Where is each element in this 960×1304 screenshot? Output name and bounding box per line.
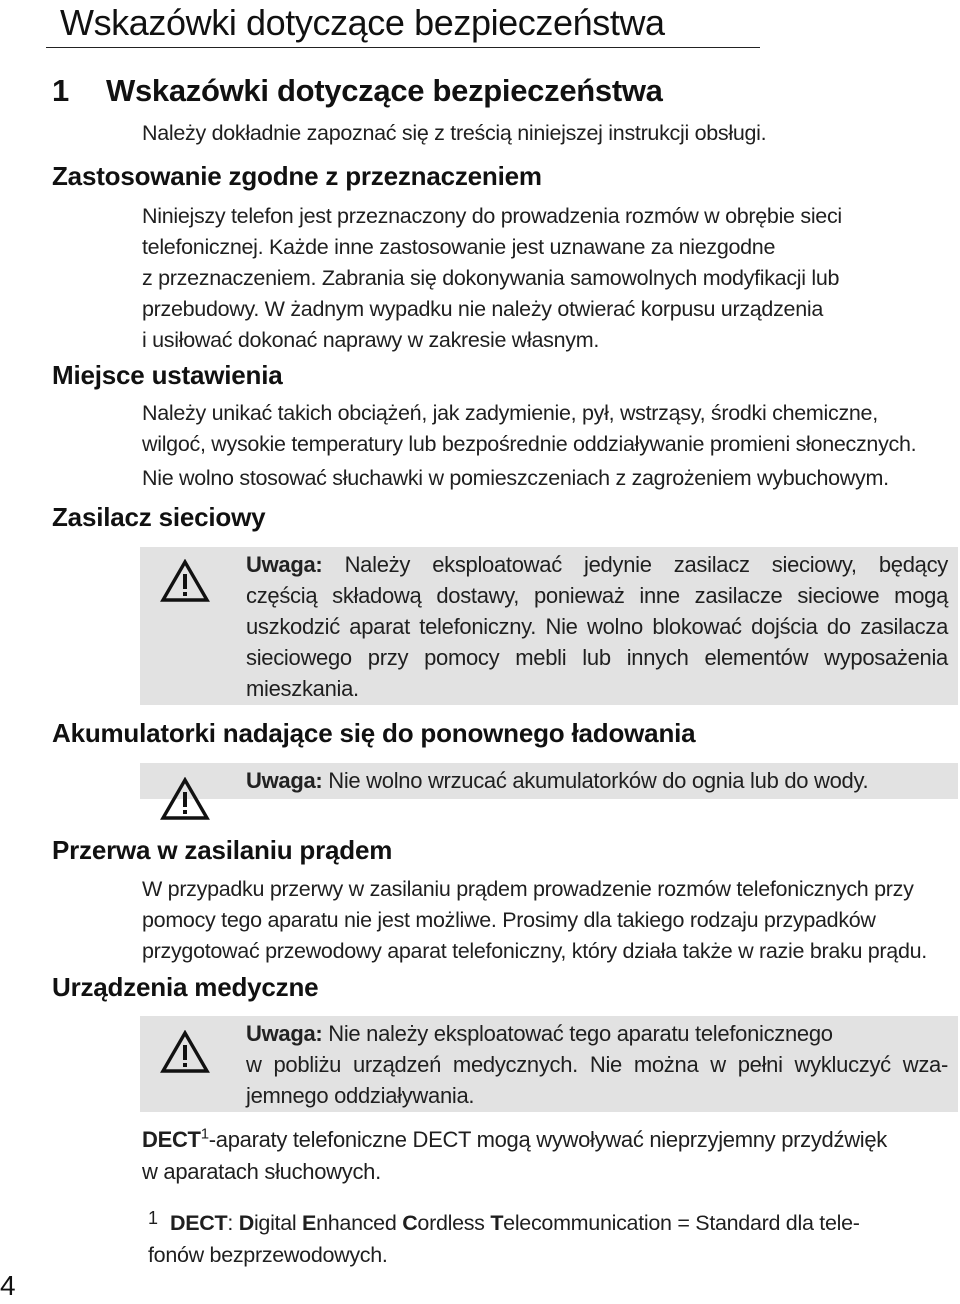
- footnote-term: DECT: [170, 1211, 228, 1235]
- notice-batteries-text: Uwaga: Nie wolno wrzucać akumulatorków do ognia lub do wody.: [246, 768, 869, 793]
- section-body-location: [142, 398, 957, 460]
- location-extra: Nie wolno stosować słuchawki w pomieszczeniach z zagrożeniem wybuchowym.: [142, 466, 889, 490]
- power-outage-line: pomocy tego aparatu nie jest możliwe. Prosimy dla takiego rodzaju przypadków: [142, 908, 876, 932]
- page-number: 4: [0, 1270, 16, 1301]
- chapter-title-text: Wskazówki dotyczące bezpieczeństwa: [106, 73, 663, 108]
- warning-triangle-icon: [160, 1030, 210, 1074]
- notice-label: Uwaga:: [246, 552, 323, 577]
- running-header-title: Wskazówki dotyczące bezpieczeństwa: [60, 2, 665, 43]
- chapter-title: [52, 73, 663, 109]
- section-title-power-supply: Zasilacz sieciowy: [52, 502, 266, 532]
- notice-line: uszkodzić aparat telefoniczny. Nie wolno blokować dojścia do zasilacza: [246, 614, 948, 639]
- notice-line: mieszkania.: [246, 676, 359, 701]
- usage-line: przebudowy. W żadnym wypadku nie należy otwierać korpusu urządzenia: [142, 297, 823, 321]
- footnote: [148, 1202, 928, 1271]
- dect-line: w aparatach słuchowych.: [142, 1159, 381, 1184]
- usage-line: Niniejszy telefon jest przeznaczony do prowadzenia rozmów w obrębie sieci: [142, 204, 842, 228]
- notice-line: sieciowego przy pomocy mebli lub innych elementów wyposażenia: [246, 645, 948, 670]
- location-line: Należy unikać takich obciążeń, jak zadymienie, pył, wstrząsy, środki chemiczne,: [142, 401, 878, 425]
- chapter-intro: Należy dokładnie zapoznać się z treścią niniejszej instrukcji obsługi.: [142, 121, 767, 145]
- usage-line: z przeznaczeniem. Zabrania się dokonywania samowolnych modyfikacji lub: [142, 266, 840, 290]
- notice-line: częścią składową dostawy, ponieważ inne zasilacze sieciowe mogą: [246, 583, 948, 608]
- notice-label: Uwaga:: [246, 768, 323, 793]
- section-title-location: Miejsce ustawienia: [52, 360, 283, 390]
- footnote-mark: 1: [148, 1208, 158, 1228]
- notice-power-supply-text: [246, 549, 948, 704]
- usage-line: telefonicznej. Każde inne zastosowanie jest uznawane za niezgodne: [142, 235, 776, 259]
- chapter-number: 1: [52, 73, 69, 108]
- section-title-batteries: Akumulatorki nadające się do ponownego ładowania: [52, 718, 696, 748]
- header-rule: [46, 47, 760, 48]
- dect-paragraph: [142, 1124, 952, 1188]
- power-outage-line: przygotować przewodowy aparat telefoniczny, który działa także w razie braku prądu.: [142, 939, 927, 963]
- notice-batteries: [140, 763, 958, 799]
- notice-medical: [140, 1016, 958, 1112]
- power-outage-line: W przypadku przerwy w zasilaniu prądem prowadzenie rozmów telefonicznych przy: [142, 877, 914, 901]
- section-body-power-outage: [142, 874, 957, 967]
- dect-term: DECT: [142, 1127, 201, 1152]
- dect-line: DECT$^1$-aparaty telefoniczne DECT mogą wywoływać nieprzyjemny przydźwięk: [142, 1125, 887, 1152]
- notice-power-supply: [140, 547, 958, 705]
- warning-triangle-icon: [160, 777, 210, 821]
- usage-line: i usiłować dokonać naprawy w zakresie własnym.: [142, 328, 600, 352]
- section-body-usage: [142, 201, 957, 356]
- notice-line: Uwaga: Nie należy eksploatować tego aparatu telefonicznego: [246, 1021, 833, 1046]
- footnote-reference[interactable]: 1: [200, 1125, 209, 1143]
- footnote-line: fonów bezprzewodowych.: [148, 1243, 388, 1267]
- section-title-usage: Zastosowanie zgodne z przeznaczeniem: [52, 161, 542, 191]
- notice-label: Uwaga:: [246, 1021, 323, 1046]
- notice-line: jemnego oddziaływania.: [246, 1083, 475, 1108]
- notice-line: Uwaga: Należy eksploatować jedynie zasilacz sieciowy, będący: [246, 552, 948, 577]
- notice-line: w pobliżu urządzeń medycznych. Nie można w pełni wykluczyć wza-: [246, 1052, 948, 1077]
- section-title-power-outage: Przerwa w zasilaniu prądem: [52, 835, 393, 865]
- location-line: wilgoć, wysokie temperatury lub bezpośrednie oddziaływanie promieni słonecznych.: [142, 432, 917, 456]
- notice-medical-text: [246, 1018, 948, 1111]
- warning-triangle-icon: [160, 559, 210, 603]
- section-title-medical: Urządzenia medyczne: [52, 972, 319, 1002]
- footnote-line: 1 DECT: Digital Enhanced Cordless Telecommunication = Standard dla tele-: [148, 1202, 928, 1239]
